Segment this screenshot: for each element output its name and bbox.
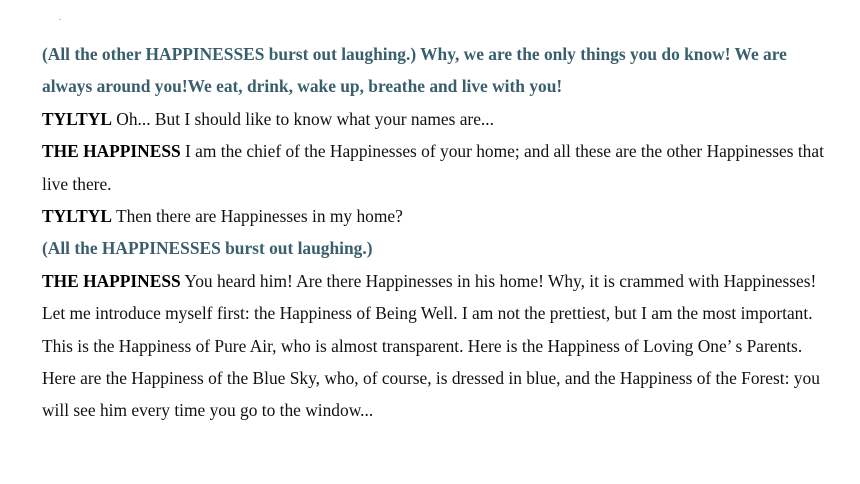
decorative-dot: . [59,13,61,22]
dialogue-tyltyl-names [42,103,832,135]
dialogue-text: Then there are Happinesses in my home? [111,206,403,227]
dialogue-text: I am the chief of the Happinesses of your home; and all these are the other Happinesses that live there. [42,141,824,194]
speaker-name: THE HAPPINESS [42,141,181,162]
dialogue-happiness-chief [42,135,832,200]
script-text [42,38,832,427]
dialogue-text: Oh... But I should like to know what your names are... [111,108,494,129]
speaker-name: THE HAPPINESS [42,270,181,291]
speaker-name: TYLTYL [42,206,112,227]
speaker-name: TYLTYL [42,108,112,129]
stage-direction-burst: (All the HAPPINESSES burst out laughing.) [42,238,373,259]
dialogue-text: You heard him! Are there Happinesses in his home! Why, it is crammed with Happinesses! Let me introduce myself first: the Happiness of Being Well. I am not the prettiest, but I am the most important. This is the Happiness of Pure Air, who is almost transparent. Here is the Happiness of Loving One’ s Parents. Here are the Happiness of the Blue Sky, who, of course, is dressed in blue, and the Happiness of the Forest: you will see him every time you go to the window... [42,270,820,421]
stage-direction-laughing: (All the other HAPPINESSES burst out laughing.) Why, we are the only things you do know! We are always around you!We eat, drink, wake up, breathe and live with you! [42,44,787,97]
dialogue-tyltyl-home [42,200,832,232]
dialogue-happiness-introduction [42,265,832,427]
